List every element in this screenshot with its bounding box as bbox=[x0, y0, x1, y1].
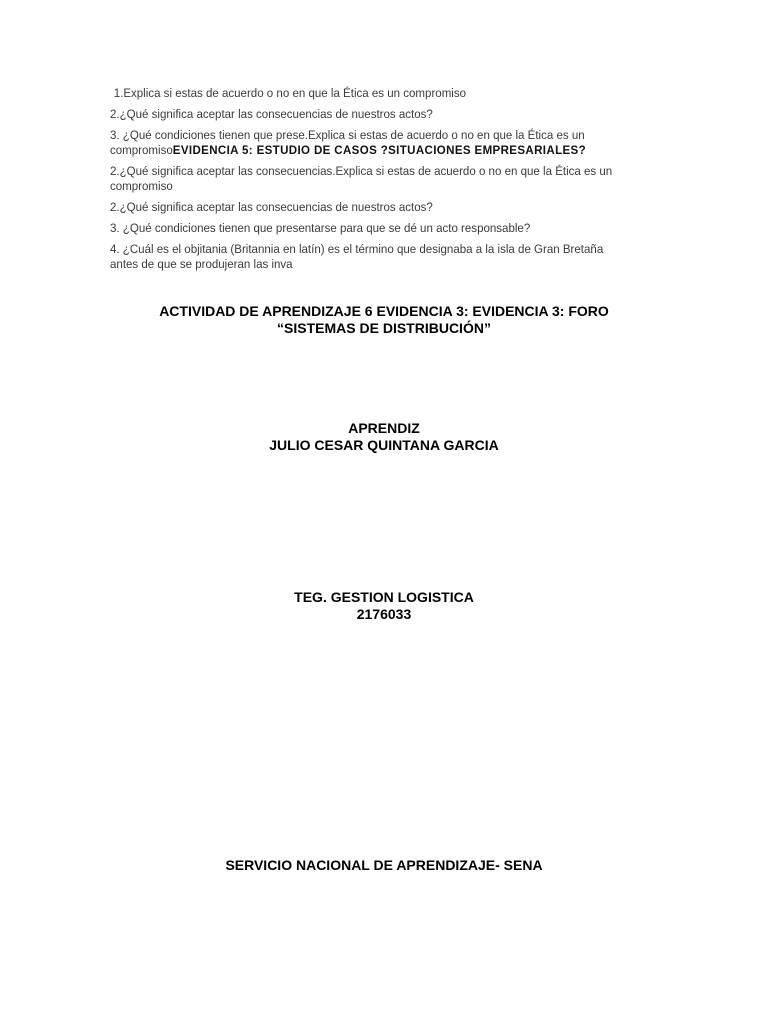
question-paragraph: 2.¿Qué significa aceptar las consecuencias de nuestros actos? bbox=[110, 107, 433, 121]
institution-name: SERVICIO NACIONAL DE APRENDIZAJE- SENA bbox=[225, 857, 543, 873]
question-paragraph bbox=[110, 128, 620, 158]
questions-text bbox=[110, 86, 620, 278]
question-paragraph: 1.Explica si estas de acuerdo o no en que la Ética es un compromiso bbox=[113, 86, 467, 100]
activity-title bbox=[0, 303, 768, 337]
program-code: 2176033 bbox=[356, 606, 412, 622]
aprendiz-label: APRENDIZ bbox=[348, 420, 420, 436]
activity-title-line1: ACTIVIDAD DE APRENDIZAJE 6 EVIDENCIA 3: EVIDENCIA 3: FORO bbox=[159, 303, 609, 319]
question-text: 3. ¿Qué condiciones tienen que prese.Explica si estas de acuerdo o no en que la Ética es un compromiso bbox=[110, 128, 585, 157]
institution-block bbox=[0, 857, 768, 874]
evidence-heading: EVIDENCIA 5: ESTUDIO DE CASOS ?SITUACIONES EMPRESARIALES? bbox=[172, 143, 587, 157]
question-paragraph: 4. ¿Cuál es el objitania (Britannia en latín) es el término que designaba a la isla de Gran Bretaña antes de que se produjeran las inva bbox=[110, 242, 604, 271]
program-name: TEG. GESTION LOGISTICA bbox=[294, 589, 474, 605]
question-paragraph: 2.¿Qué significa aceptar las consecuencias de nuestros actos? bbox=[110, 200, 433, 214]
question-paragraph: 2.¿Qué significa aceptar las consecuencias.Explica si estas de acuerdo o no en que la Ética es un compromiso bbox=[110, 164, 613, 193]
question-paragraph: 3. ¿Qué condiciones tienen que presentarse para que se dé un acto responsable? bbox=[110, 221, 531, 235]
aprendiz-name: JULIO CESAR QUINTANA GARCIA bbox=[269, 437, 499, 453]
program-block bbox=[0, 589, 768, 623]
aprendiz-block bbox=[0, 420, 768, 454]
activity-title-line2: “SISTEMAS DE DISTRIBUCIÓN” bbox=[277, 320, 491, 336]
